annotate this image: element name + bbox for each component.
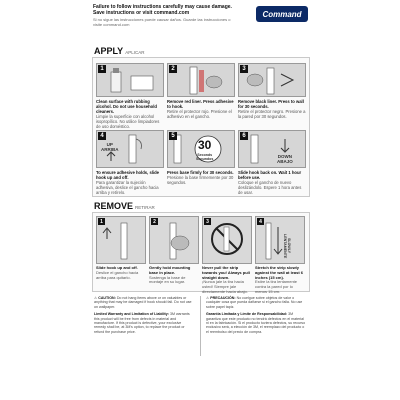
step-caption — [96, 266, 146, 280]
footer-english — [94, 296, 194, 334]
step-caption-es: Coloque el gancho de nuevo deslizándolo. Espere 1 hora antes de usar. — [238, 180, 302, 195]
precaucion-title: PRECAUCIÓN: — [210, 296, 236, 300]
warning-title: Failure to follow instructions carefully may cause damage. Save instructions or visit command.com — [93, 4, 232, 16]
step-caption-en: Slide hook back on. Wait 1 hour before use. — [238, 170, 302, 180]
step-number: 2 — [169, 65, 177, 73]
warning-icon: ⚠ — [206, 296, 210, 300]
up-label — [101, 142, 119, 152]
step-2-illustration — [167, 63, 235, 97]
caution-title: CAUTION: — [98, 296, 116, 300]
warranty-text: 3M warrants this product will be free from defects in material and manufacture. If this product is defective, your exclusive remedy shall be, at 3M's option, to replace the product or refund the purchase price. — [94, 312, 190, 334]
step-caption — [96, 170, 164, 195]
caution-text: Do not hang items above or on valuables or anything that may be damaged if hook should fail. Do not use on wallpaper. — [94, 296, 192, 309]
step-caption-es: Retire el protector rojo. Presione el adhesivo en el gancho. — [167, 109, 232, 119]
step-4-illustration — [96, 130, 164, 168]
step-caption-es: Presione la base firmemente por 30 segundos. — [167, 175, 234, 185]
footer-legal — [94, 296, 306, 384]
step-caption — [202, 266, 252, 295]
warning-icon: ⚠ — [94, 296, 98, 300]
up-label-en: UP — [106, 142, 113, 147]
apply-title — [94, 46, 144, 56]
garantia-text: 3M garantiza que este producto no tendrá defectos en el material ni en la fabricación. Si el producto tuviera defectos, su recurso exclusivo será, a elección de 3M, el reemplazo del producto o el reembolso del precio de compra. — [206, 312, 306, 334]
remove-section — [92, 212, 310, 292]
step-caption-en: Remove black liner. Press to wall for 30 seconds. — [238, 99, 304, 109]
step-number: 5 — [169, 132, 177, 140]
apply-section — [92, 57, 310, 197]
up-label-es: ARRIBA — [101, 147, 119, 152]
step-caption-en: Press base firmly for 30 seconds. — [167, 170, 234, 175]
step-3-illustration — [238, 63, 306, 97]
step-caption — [149, 266, 199, 285]
remove-step-2 — [149, 216, 199, 285]
warranty-block — [94, 312, 194, 334]
step-caption — [96, 99, 164, 129]
step-number: 4 — [98, 132, 106, 140]
press-to-wall-icon — [239, 64, 305, 96]
step-caption-en: Remove red liner. Press adhesive to hook. — [167, 99, 234, 109]
down-label — [277, 154, 293, 164]
step-caption-en: To ensure adhesive holds, slide hook up and off. — [96, 170, 159, 180]
footer-divider — [200, 296, 201, 356]
step-number: 3 — [240, 65, 248, 73]
warning-header — [93, 4, 233, 27]
apply-step-1 — [96, 63, 164, 129]
remove-title-text: REMOVE — [94, 201, 134, 211]
remove-title — [94, 201, 155, 211]
slide-down-icon — [239, 131, 305, 167]
step-caption-es: Sostenga la base de montaje en su lugar. — [149, 274, 186, 285]
step-number: 6 — [240, 132, 248, 140]
step-5-illustration — [167, 130, 235, 168]
apply-step-6 — [238, 130, 306, 195]
alcohol-bottle-icon — [97, 64, 163, 96]
slowly-label — [283, 229, 291, 263]
remove-step-2-illustration — [149, 216, 199, 264]
apply-step-5 — [167, 130, 235, 185]
apply-step-2 — [167, 63, 235, 119]
step-caption-es: Deslice el gancho hacia arriba para quitarlo. — [96, 269, 139, 280]
precaucion-text: No cuelgue sobre objetos de valor o cualquier cosa que pueda dañarse si el gancho falla. No use sobre papel tapiz. — [206, 296, 303, 309]
step-caption-en: Slide hook up and off. — [96, 265, 138, 270]
step-number: 3 — [204, 218, 211, 225]
step-6-illustration — [238, 130, 306, 168]
step-caption — [238, 99, 306, 119]
apply-subtitle: APLICAR — [125, 50, 145, 55]
warning-subtitle: Si no sigue las instrucciones puede causar daños. Guarde las instrucciones o visite command.com — [93, 17, 231, 27]
step-1-illustration — [96, 63, 164, 97]
apply-step-4 — [96, 130, 164, 195]
apply-step-3 — [238, 63, 306, 119]
step-caption — [238, 170, 306, 195]
step-caption-en: Clean surface with rubbing alcohol. Do not use household cleaners. — [96, 99, 157, 114]
instruction-sheet — [88, 0, 312, 400]
step-caption — [167, 170, 235, 185]
caution-block — [94, 296, 194, 309]
hook-strip-icon — [168, 64, 234, 96]
step-caption-es: Limpie la superficie con alcohol isopropílico. No utilice limpiadores de uso doméstico. — [96, 114, 160, 129]
seconds-en: Seconds — [197, 153, 213, 157]
apply-title-text: APPLY — [94, 46, 124, 56]
garantia-block — [206, 312, 306, 334]
remove-step-3-illustration — [202, 216, 252, 264]
slowly-es: LENTAMENTE — [283, 233, 287, 259]
step-caption-es: ¡Nunca jale la tira hacia usted! Siempre jale directamente hacia abajo. — [202, 279, 248, 294]
step-caption — [167, 99, 235, 119]
seconds-es: Segundos — [196, 157, 214, 161]
remove-step-3 — [202, 216, 252, 295]
step-caption-es: Retire el protector negro. Presione a la pared por 30 segundos. — [238, 109, 306, 119]
precaucion-block — [206, 296, 306, 309]
step-number: 1 — [98, 218, 105, 225]
remove-step-1 — [96, 216, 146, 280]
remove-step-1-illustration — [96, 216, 146, 264]
seconds-label — [196, 153, 213, 161]
footer-spanish — [206, 296, 306, 334]
step-caption-en: Stretch the strip slowly against the wall at least 6 inches (15 cm). — [255, 265, 304, 280]
remove-subtitle: RETIRAR — [135, 205, 155, 210]
step-number: 2 — [151, 218, 158, 225]
down-label-en: DOWN — [277, 154, 292, 159]
remove-step-4 — [255, 216, 305, 295]
step-caption — [255, 266, 305, 295]
step-number: 4 — [257, 218, 264, 225]
thirty-number: 30 — [198, 138, 212, 152]
step-caption-es: Para garantizar la sujeción adhesiva, deslice el gancho hacia arriba y retírelo. — [96, 180, 159, 195]
step-caption-en: Gently hold mounting base in place. — [149, 265, 191, 275]
step-caption-es: Estire la tira lentamente contra la pared por lo menos 15 cm. — [255, 279, 298, 294]
command-logo: Command — [256, 6, 308, 22]
down-label-es: ABAJO — [277, 159, 293, 164]
step-caption-en: Never pull the strip towards you! Always pull straight down. — [202, 265, 250, 280]
garantia-title: Garantía Limitada y Límite de Responsabilidad: — [206, 312, 288, 317]
remove-step-4-illustration — [255, 216, 305, 264]
warranty-title: Limited Warranty and Limitation of Liability: — [94, 312, 169, 317]
slowly-en: SLOWLY — [287, 238, 291, 254]
step-number: 1 — [98, 65, 106, 73]
